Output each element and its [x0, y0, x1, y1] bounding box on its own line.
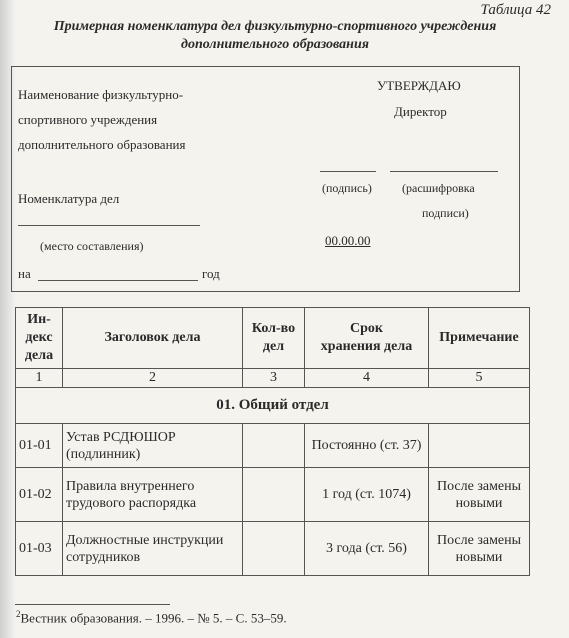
year-blank-line	[38, 280, 198, 281]
section-row	[16, 388, 530, 424]
nomenclature-table	[15, 307, 530, 576]
nomenclature-label: Номенклатура дел	[18, 191, 120, 206]
col-number: 1	[16, 369, 63, 388]
row-term: 3 года (ст. 56)	[305, 522, 429, 576]
year-suffix: год	[202, 266, 220, 281]
row-count	[243, 424, 305, 468]
org-name-line-3: дополнительного образования	[18, 137, 186, 152]
decode-line	[390, 171, 498, 172]
approve-label: УТВЕРЖДАЮ	[377, 78, 461, 93]
table-row	[16, 468, 530, 522]
row-note: После замены новыми	[429, 468, 530, 522]
col-header-count: Кол-во дел	[243, 308, 305, 369]
row-index: 01-01	[16, 424, 63, 468]
row-term: 1 год (ст. 1074)	[305, 468, 429, 522]
footnote-mark: 2	[16, 609, 21, 619]
footnote-text: Вестник образования. – 1996. – № 5. – С. 53–59.	[20, 610, 287, 626]
approval-date: 00.00.00	[325, 233, 371, 248]
row-term: Постоянно (ст. 37)	[305, 424, 429, 468]
row-title: Правила внутреннего трудового распорядка	[63, 468, 243, 522]
table-row	[16, 424, 530, 468]
col-header-note: Примечание	[429, 308, 530, 369]
table-header-row	[16, 308, 530, 369]
row-count	[243, 468, 305, 522]
row-title: Должностные инструкции сотрудников	[63, 522, 243, 576]
org-name-line-2: спортивного учреждения	[18, 112, 158, 127]
footnote	[16, 609, 287, 626]
decode-caption-2: подписи)	[422, 206, 469, 220]
row-count	[243, 522, 305, 576]
header-form	[11, 66, 520, 292]
col-header-title: Заголовок дела	[63, 308, 243, 369]
row-title: Устав РСДЮШОР (подлинник)	[63, 424, 243, 468]
col-header-term: Срок хранения дела	[305, 308, 429, 369]
row-note	[429, 424, 530, 468]
row-note: После замены новыми	[429, 522, 530, 576]
org-name-line-1: Наименование физкультурно-	[18, 87, 184, 102]
col-number: 4	[305, 369, 429, 388]
row-index: 01-02	[16, 468, 63, 522]
section-title: 01. Общий отдел	[16, 388, 530, 424]
footnote-separator	[15, 604, 170, 605]
table-row	[16, 522, 530, 576]
col-number: 3	[243, 369, 305, 388]
signature-line	[320, 171, 376, 172]
table-number: Таблица 42	[480, 2, 551, 18]
column-number-row	[16, 369, 530, 388]
col-number: 2	[63, 369, 243, 388]
year-prefix: на	[18, 266, 31, 281]
col-header-index: Ин- декс дела	[16, 308, 63, 369]
row-index: 01-03	[16, 522, 63, 576]
signature-caption: (подпись)	[322, 181, 372, 195]
director-label: Директор	[394, 104, 447, 119]
place-blank-line	[18, 225, 200, 226]
place-caption: (место составления)	[40, 239, 144, 253]
col-number: 5	[429, 369, 530, 388]
decode-caption-1: (расшифровка	[402, 181, 475, 195]
document-title: Примерная номенклатура дел физкультурно-спортивного учреждения дополнительного образования	[53, 19, 497, 52]
